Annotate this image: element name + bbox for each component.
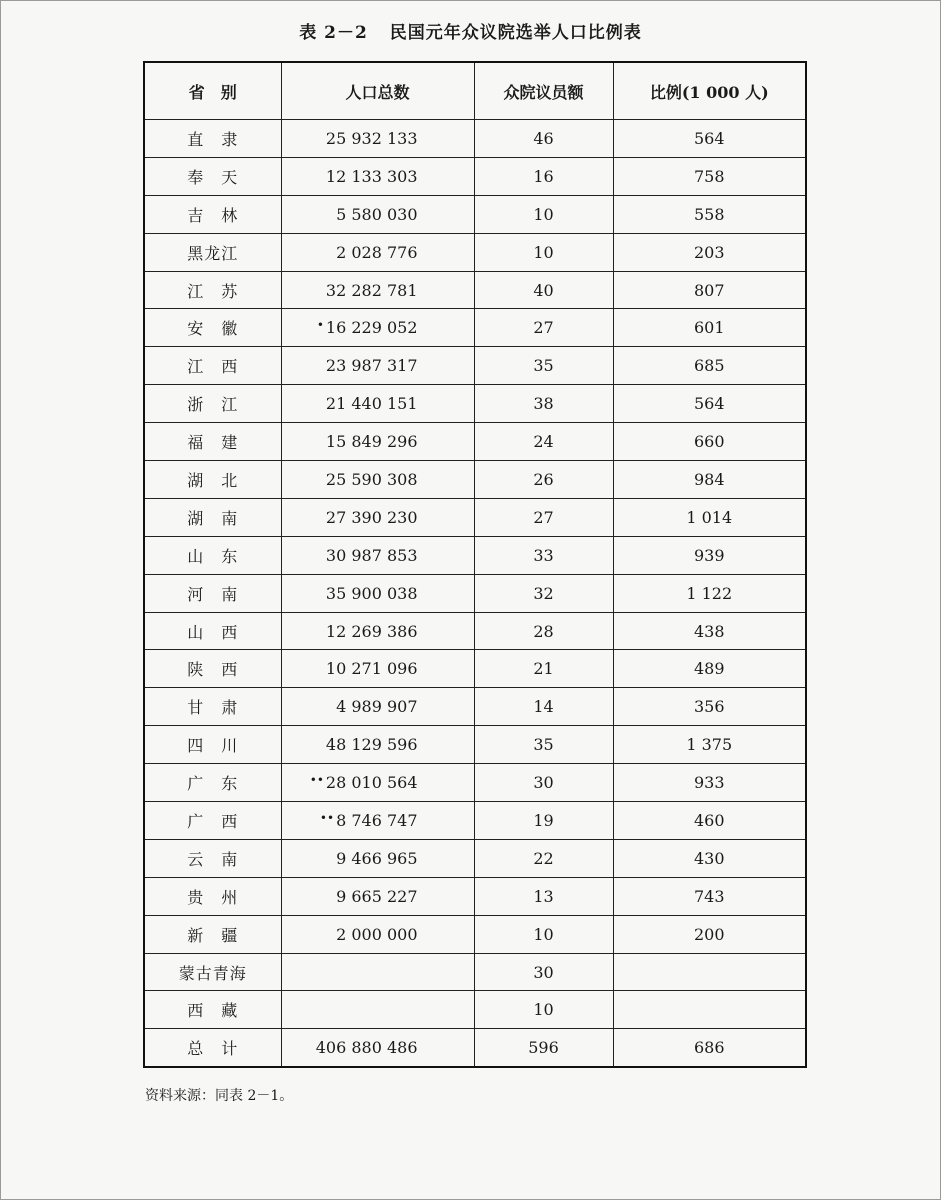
ratio-cell bbox=[613, 953, 806, 991]
population-cell-text: 12 133 303 bbox=[325, 166, 418, 186]
seats-cell-text: 38 bbox=[533, 394, 554, 414]
ratio-cell bbox=[613, 726, 806, 764]
table-title bbox=[0, 18, 941, 43]
seats-cell-text: 10 bbox=[533, 1000, 554, 1020]
province-cell-text: 福 建 bbox=[187, 433, 239, 453]
province-cell bbox=[144, 120, 281, 158]
seats-cell bbox=[474, 120, 613, 158]
ratio-cell-text: 685 bbox=[693, 356, 725, 376]
table-row bbox=[144, 271, 806, 309]
province-cell-text: 贵 州 bbox=[187, 887, 239, 907]
population-cell bbox=[281, 157, 474, 195]
population-cell bbox=[281, 347, 474, 385]
seats-cell-text: 40 bbox=[533, 280, 554, 300]
footnote-mark: •• bbox=[309, 773, 324, 788]
table-row bbox=[144, 498, 806, 536]
seats-cell-text: 32 bbox=[533, 583, 554, 603]
header-row bbox=[144, 62, 806, 120]
population-cell-text: 2 000 000 bbox=[336, 924, 418, 944]
population-cell bbox=[281, 385, 474, 423]
table-row bbox=[144, 536, 806, 574]
table-row bbox=[144, 764, 806, 802]
province-cell-text: 四 川 bbox=[187, 736, 239, 756]
table-row bbox=[144, 688, 806, 726]
population-cell-text: 15 849 296 bbox=[325, 432, 418, 452]
province-cell bbox=[144, 764, 281, 802]
population-cell bbox=[281, 877, 474, 915]
ratio-cell bbox=[613, 915, 806, 953]
table-number: 表 2－2 bbox=[299, 23, 368, 43]
province-cell bbox=[144, 271, 281, 309]
population-cell bbox=[281, 650, 474, 688]
ratio-cell-text: 939 bbox=[693, 545, 725, 565]
population-cell bbox=[281, 953, 474, 991]
footnote-mark: • bbox=[316, 318, 324, 333]
ratio-cell bbox=[613, 271, 806, 309]
table-row bbox=[144, 157, 806, 195]
ratio-cell bbox=[613, 423, 806, 461]
population-cell-text: 25 590 308 bbox=[325, 469, 418, 489]
table-row bbox=[144, 650, 806, 688]
province-cell-text: 江 苏 bbox=[187, 281, 239, 301]
population-cell-text: 4 989 907 bbox=[336, 697, 418, 717]
ratio-cell-text: 1 014 bbox=[686, 507, 733, 527]
seats-cell-text: 35 bbox=[533, 356, 554, 376]
seats-cell bbox=[474, 536, 613, 574]
seats-cell bbox=[474, 650, 613, 688]
ratio-cell-text: 356 bbox=[693, 697, 725, 717]
header-seats: 众院议员额 bbox=[474, 62, 613, 120]
seats-cell-text: 21 bbox=[533, 659, 554, 679]
province-cell bbox=[144, 309, 281, 347]
province-cell-text: 直 隶 bbox=[187, 129, 239, 149]
province-cell-text: 蒙古青海 bbox=[178, 963, 247, 983]
ratio-cell-text: 660 bbox=[693, 432, 725, 452]
seats-cell-text: 30 bbox=[533, 962, 554, 982]
ratio-cell bbox=[613, 385, 806, 423]
population-cell-text: 406 880 486 bbox=[315, 1038, 418, 1058]
province-cell-text: 新 疆 bbox=[187, 925, 239, 945]
ratio-cell bbox=[613, 498, 806, 536]
population-cell-text: 27 390 230 bbox=[325, 507, 418, 527]
province-cell-text: 吉 林 bbox=[187, 205, 239, 225]
ratio-cell bbox=[613, 309, 806, 347]
population-cell bbox=[281, 461, 474, 499]
province-cell-text: 江 西 bbox=[187, 357, 239, 377]
seats-cell-text: 596 bbox=[528, 1038, 559, 1058]
province-cell-text: 广 东 bbox=[187, 774, 239, 794]
table-row bbox=[144, 385, 806, 423]
ratio-cell-text: 984 bbox=[693, 469, 725, 489]
seats-cell bbox=[474, 461, 613, 499]
ratio-cell-text: 200 bbox=[693, 924, 725, 944]
ratio-cell bbox=[613, 157, 806, 195]
province-cell bbox=[144, 953, 281, 991]
seats-cell-text: 27 bbox=[533, 318, 554, 338]
seats-cell bbox=[474, 157, 613, 195]
seats-cell-text: 13 bbox=[533, 886, 554, 906]
population-cell-text: 21 440 151 bbox=[325, 394, 418, 414]
ratio-cell-text: 1 375 bbox=[686, 735, 733, 755]
province-cell bbox=[144, 802, 281, 840]
province-cell-text: 云 南 bbox=[187, 849, 239, 869]
table-row bbox=[144, 574, 806, 612]
province-cell bbox=[144, 650, 281, 688]
ratio-cell bbox=[613, 877, 806, 915]
ratio-cell bbox=[613, 195, 806, 233]
ratio-cell bbox=[613, 347, 806, 385]
province-cell bbox=[144, 915, 281, 953]
ratio-cell-text: 807 bbox=[693, 280, 725, 300]
ratio-cell bbox=[613, 120, 806, 158]
table-row bbox=[144, 915, 806, 953]
population-cell bbox=[281, 423, 474, 461]
province-cell bbox=[144, 877, 281, 915]
province-cell bbox=[144, 688, 281, 726]
ratio-cell-text: 460 bbox=[693, 810, 725, 830]
seats-cell-text: 10 bbox=[533, 242, 554, 262]
seats-cell-text: 46 bbox=[533, 128, 554, 148]
ratio-cell-text: 564 bbox=[693, 128, 725, 148]
table-row bbox=[144, 309, 806, 347]
seats-cell-text: 33 bbox=[533, 545, 554, 565]
province-cell bbox=[144, 1029, 281, 1067]
province-cell-text: 西 藏 bbox=[187, 1001, 239, 1021]
seats-cell bbox=[474, 574, 613, 612]
population-cell-text: 25 932 133 bbox=[325, 128, 418, 148]
table-row bbox=[144, 612, 806, 650]
seats-cell-text: 10 bbox=[533, 204, 554, 224]
seats-cell bbox=[474, 271, 613, 309]
province-cell bbox=[144, 536, 281, 574]
population-cell-text: 9 466 965 bbox=[336, 848, 418, 868]
table-row bbox=[144, 461, 806, 499]
province-cell bbox=[144, 991, 281, 1029]
province-cell bbox=[144, 612, 281, 650]
seats-cell-text: 10 bbox=[533, 924, 554, 944]
seats-cell bbox=[474, 385, 613, 423]
province-cell-text: 浙 江 bbox=[187, 395, 239, 415]
ratio-cell-text: 203 bbox=[693, 242, 725, 262]
table-row bbox=[144, 233, 806, 271]
province-cell-text: 总 计 bbox=[187, 1039, 239, 1059]
province-cell bbox=[144, 461, 281, 499]
seats-cell bbox=[474, 309, 613, 347]
seats-cell-text: 22 bbox=[533, 848, 554, 868]
table-row bbox=[144, 953, 806, 991]
seats-cell bbox=[474, 953, 613, 991]
province-cell-text: 广 西 bbox=[187, 811, 239, 831]
ratio-cell bbox=[613, 688, 806, 726]
population-cell-text: 35 900 038 bbox=[325, 583, 418, 603]
population-table bbox=[143, 61, 807, 1068]
ratio-cell bbox=[613, 536, 806, 574]
ratio-cell-text: 489 bbox=[693, 659, 725, 679]
seats-cell bbox=[474, 498, 613, 536]
seats-cell bbox=[474, 612, 613, 650]
province-cell bbox=[144, 385, 281, 423]
ratio-cell bbox=[613, 839, 806, 877]
seats-cell-text: 35 bbox=[533, 735, 554, 755]
table-row bbox=[144, 991, 806, 1029]
ratio-cell bbox=[613, 802, 806, 840]
seats-cell-text: 24 bbox=[533, 432, 554, 452]
ratio-cell bbox=[613, 764, 806, 802]
population-cell bbox=[281, 536, 474, 574]
seats-cell bbox=[474, 802, 613, 840]
population-cell bbox=[281, 574, 474, 612]
seats-cell-text: 16 bbox=[533, 166, 554, 186]
source-note: 资料来源：同表 2－1。 bbox=[145, 1088, 294, 1104]
footnote-mark: •• bbox=[319, 810, 335, 825]
table-row bbox=[144, 802, 806, 840]
population-cell bbox=[281, 309, 474, 347]
table-row bbox=[144, 120, 806, 158]
table-caption: 民国元年众议院选举人口比例表 bbox=[389, 23, 642, 43]
population-cell bbox=[281, 1029, 474, 1067]
population-cell bbox=[281, 688, 474, 726]
table-row bbox=[144, 726, 806, 764]
ratio-cell bbox=[613, 991, 806, 1029]
province-cell-text: 山 西 bbox=[187, 622, 239, 642]
seats-cell bbox=[474, 839, 613, 877]
ratio-cell bbox=[613, 612, 806, 650]
seats-cell-text: 27 bbox=[533, 507, 554, 527]
ratio-cell-text: 743 bbox=[693, 886, 725, 906]
population-cell bbox=[281, 802, 474, 840]
seats-cell bbox=[474, 233, 613, 271]
seats-cell bbox=[474, 195, 613, 233]
table-row bbox=[144, 423, 806, 461]
province-cell bbox=[144, 574, 281, 612]
province-cell-text: 奉 天 bbox=[187, 167, 239, 187]
seats-cell bbox=[474, 991, 613, 1029]
population-cell bbox=[281, 612, 474, 650]
population-cell bbox=[281, 195, 474, 233]
population-cell-text: 9 665 227 bbox=[336, 886, 418, 906]
seats-cell-text: 26 bbox=[533, 469, 554, 489]
seats-cell bbox=[474, 423, 613, 461]
population-cell-text: 32 282 781 bbox=[325, 280, 418, 300]
province-cell-text: 甘 肃 bbox=[187, 698, 239, 718]
table-body bbox=[144, 120, 806, 1068]
population-cell bbox=[281, 839, 474, 877]
population-cell-text: 5 580 030 bbox=[336, 204, 418, 224]
population-cell-text: 23 987 317 bbox=[325, 356, 418, 376]
ratio-cell-text: 564 bbox=[693, 394, 725, 414]
ratio-cell-text: 686 bbox=[693, 1038, 725, 1058]
province-cell bbox=[144, 233, 281, 271]
header-population: 人口总数 bbox=[281, 62, 474, 120]
seats-cell-text: 28 bbox=[533, 621, 554, 641]
seats-cell bbox=[474, 726, 613, 764]
ratio-cell-text: 758 bbox=[693, 166, 725, 186]
ratio-cell-text: 430 bbox=[693, 848, 725, 868]
ratio-cell bbox=[613, 461, 806, 499]
ratio-cell bbox=[613, 233, 806, 271]
seats-cell-text: 14 bbox=[533, 697, 554, 717]
table-row bbox=[144, 347, 806, 385]
population-cell bbox=[281, 233, 474, 271]
seats-cell bbox=[474, 877, 613, 915]
province-cell-text: 湖 北 bbox=[187, 470, 239, 490]
table-row bbox=[144, 877, 806, 915]
province-cell bbox=[144, 347, 281, 385]
population-cell bbox=[281, 726, 474, 764]
province-cell bbox=[144, 195, 281, 233]
population-cell-text: 16 229 052 bbox=[325, 318, 418, 338]
province-cell bbox=[144, 839, 281, 877]
population-cell bbox=[281, 271, 474, 309]
header-province: 省 别 bbox=[144, 62, 281, 120]
table-row bbox=[144, 839, 806, 877]
seats-cell bbox=[474, 347, 613, 385]
seats-cell bbox=[474, 764, 613, 802]
population-cell bbox=[281, 915, 474, 953]
seats-cell bbox=[474, 688, 613, 726]
seats-cell bbox=[474, 1029, 613, 1067]
population-cell-text: 8 746 747 bbox=[336, 810, 418, 830]
province-cell-text: 湖 南 bbox=[187, 508, 239, 528]
population-cell-text: 48 129 596 bbox=[325, 735, 418, 755]
province-cell-text: 黑龙江 bbox=[187, 243, 239, 263]
province-cell-text: 陕 西 bbox=[187, 660, 239, 680]
header-ratio: 比例(1 000 人) bbox=[613, 62, 806, 120]
table-row bbox=[144, 1029, 806, 1067]
table-row bbox=[144, 195, 806, 233]
population-cell-text: 2 028 776 bbox=[336, 242, 418, 262]
ratio-cell-text: 601 bbox=[693, 318, 725, 338]
seats-cell-text: 30 bbox=[533, 773, 554, 793]
population-cell-text: 28 010 564 bbox=[325, 773, 418, 793]
population-cell-text: 12 269 386 bbox=[325, 621, 418, 641]
ratio-cell-text: 933 bbox=[693, 773, 725, 793]
province-cell-text: 安 徽 bbox=[187, 319, 239, 339]
province-cell-text: 山 东 bbox=[187, 546, 239, 566]
population-cell bbox=[281, 120, 474, 158]
province-cell bbox=[144, 157, 281, 195]
population-cell-text: 10 271 096 bbox=[325, 659, 418, 679]
population-cell bbox=[281, 991, 474, 1029]
ratio-cell-text: 1 122 bbox=[686, 583, 733, 603]
province-cell-text: 河 南 bbox=[187, 584, 239, 604]
seats-cell-text: 19 bbox=[533, 810, 554, 830]
ratio-cell-text: 558 bbox=[693, 204, 725, 224]
population-cell bbox=[281, 764, 474, 802]
province-cell bbox=[144, 726, 281, 764]
ratio-cell bbox=[613, 650, 806, 688]
ratio-cell bbox=[613, 574, 806, 612]
ratio-cell bbox=[613, 1029, 806, 1067]
seats-cell bbox=[474, 915, 613, 953]
population-cell bbox=[281, 498, 474, 536]
province-cell bbox=[144, 423, 281, 461]
ratio-cell-text: 438 bbox=[693, 621, 725, 641]
province-cell bbox=[144, 498, 281, 536]
population-cell-text: 30 987 853 bbox=[325, 545, 418, 565]
